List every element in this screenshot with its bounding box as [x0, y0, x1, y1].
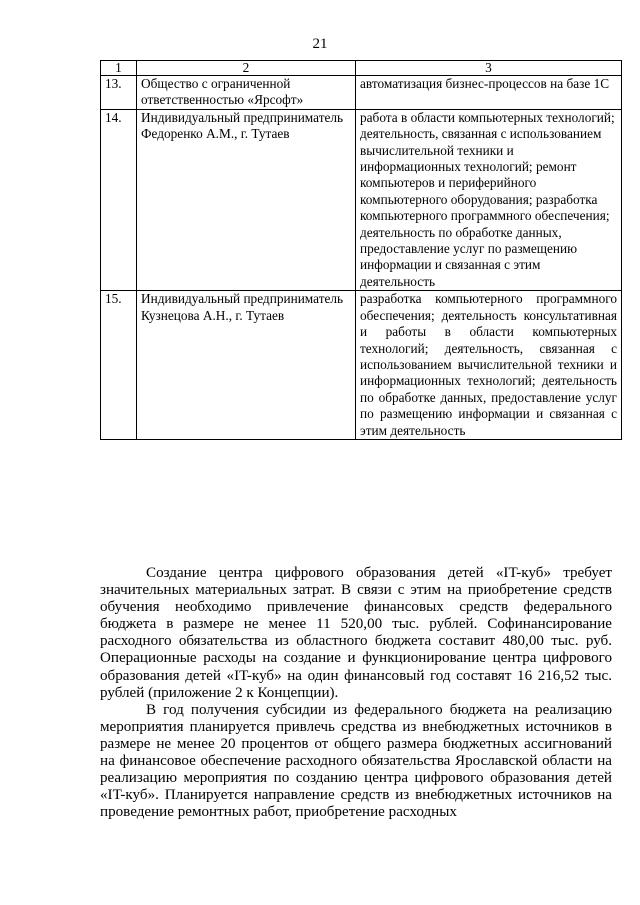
organizations-table — [100, 60, 622, 440]
table-header-row — [101, 61, 622, 76]
page-number: 21 — [312, 36, 328, 52]
organization-name: Индивидуальный предприниматель Федоренко А.М., г. Тутаев — [137, 109, 356, 290]
table-row — [101, 109, 622, 290]
organization-name: Индивидуальный предприниматель Кузнецова А.Н., г. Тутаев — [137, 291, 356, 440]
table-row — [101, 76, 622, 110]
table-row — [101, 291, 622, 440]
table-header-cell: 2 — [137, 61, 356, 76]
row-number: 15. — [101, 291, 137, 440]
paragraph: В год получения субсидии из федерального бюджета на реализацию мероприятия планируется привлечь средства из внебюджетных источников в размере не менее 20 процентов от общего размера бюджетных ассигнований на финансовое обеспечение расходного обязательства Ярославской области на реализацию мероприятия по созданию центра цифрового образования детей «IT-куб». Планируется направление средств из внебюджетных источников на проведение ремонтных работ, приобретение расходных — [100, 701, 612, 821]
row-number: 14. — [101, 109, 137, 290]
activity-description: автоматизация бизнес-процессов на базе 1С — [356, 76, 622, 110]
activity-description: разработка компьютерного программного обеспечения; деятельность консультативная и работы в области компьютерных технологий; деятельность, связанная с использованием вычислительной техники и информационных технологий; деятельность по обработке данных, предоставление услуг по размещению информации и связанная с этим деятельность — [356, 291, 622, 440]
paragraph: Создание центра цифрового образования детей «IT-куб» требует значительных материальных затрат. В связи с этим на приобретение средств обучения необходимо привлечение финансовых средств федерального бюджета в размере не менее 11 520,00 тыс. рублей. Софинансирование расходного обязательства из областного бюджета составит 480,00 тыс. руб. Операционные расходы на создание и функционирование центра цифрового образования детей «IT-куб» на один финансовый год составят 16 216,52 тыс. рублей (приложение 2 к Концепции). — [100, 565, 612, 701]
table-header-cell: 3 — [356, 61, 622, 76]
row-number: 13. — [101, 76, 137, 110]
body-text — [100, 565, 612, 821]
activity-description: работа в области компьютерных технологий; деятельность, связанная с использованием вычислительной техники и информационных технологий; ремонт компьютеров и периферийного компьютерного оборудования; разработка компьютерного программного обеспечения; деятельность по обработке данных, предоставление услуг по размещению информации и связанная с этим деятельность — [356, 109, 622, 290]
table-header-cell: 1 — [101, 61, 137, 76]
organization-name: Общество с ограниченной ответственностью «Ярсофт» — [137, 76, 356, 110]
